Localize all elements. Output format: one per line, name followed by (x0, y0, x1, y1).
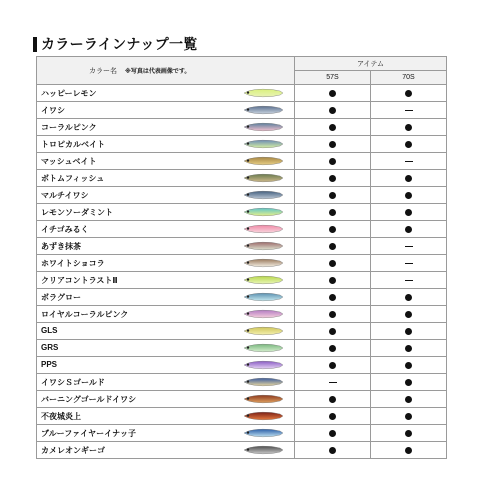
available-dot-icon (329, 192, 336, 199)
lure-image (242, 360, 284, 370)
color-name: イワシ (41, 106, 65, 115)
available-dot-icon (405, 124, 412, 131)
availability-70s (371, 170, 447, 187)
unavailable-dash-icon (405, 110, 413, 111)
available-dot-icon (329, 124, 336, 131)
color-name: バーニングゴールドイワシ (41, 395, 137, 404)
available-dot-icon (405, 430, 412, 437)
color-name: ホワイトショコラ (41, 259, 105, 268)
table-row (37, 153, 447, 170)
lure-image (242, 139, 284, 149)
item-header: アイテム (295, 57, 447, 71)
color-name: あずき抹茶 (41, 242, 81, 251)
available-dot-icon (329, 141, 336, 148)
available-dot-icon (329, 158, 336, 165)
lure-image (242, 326, 284, 336)
color-name: PPS (41, 360, 58, 369)
color-name: マルチイワシ (41, 191, 89, 200)
availability-57s (295, 425, 371, 442)
available-dot-icon (329, 294, 336, 301)
availability-57s (295, 408, 371, 425)
lure-image (242, 445, 284, 455)
table-row (37, 255, 447, 272)
availability-70s (371, 272, 447, 289)
available-dot-icon (405, 379, 412, 386)
color-name-cell (37, 102, 295, 119)
table-row (37, 289, 447, 306)
availability-70s (371, 408, 447, 425)
color-name-cell (37, 187, 295, 204)
color-name-cell (37, 221, 295, 238)
lure-image (242, 292, 284, 302)
lure-image (242, 105, 284, 115)
available-dot-icon (329, 175, 336, 182)
available-dot-icon (405, 311, 412, 318)
table-row (37, 408, 447, 425)
color-name-header (37, 57, 295, 85)
table-row (37, 442, 447, 459)
availability-70s (371, 374, 447, 391)
availability-70s (371, 102, 447, 119)
availability-70s (371, 153, 447, 170)
lure-image (242, 156, 284, 166)
color-name: カメレオンギーゴ (41, 446, 105, 455)
color-name-cell (37, 306, 295, 323)
table-row (37, 119, 447, 136)
availability-57s (295, 85, 371, 102)
availability-57s (295, 136, 371, 153)
available-dot-icon (329, 260, 336, 267)
available-dot-icon (405, 328, 412, 335)
available-dot-icon (329, 243, 336, 250)
available-dot-icon (329, 90, 336, 97)
available-dot-icon (405, 362, 412, 369)
color-name: ハッピーレモン (41, 89, 97, 98)
availability-70s (371, 136, 447, 153)
lure-image (242, 122, 284, 132)
lure-image (242, 190, 284, 200)
available-dot-icon (405, 175, 412, 182)
color-name-cell (37, 85, 295, 102)
lure-image (242, 343, 284, 353)
photo-note: ※写真は代表画像です。 (125, 68, 191, 75)
color-name: ロイヤルコーラルピンク (41, 310, 129, 319)
available-dot-icon (329, 413, 336, 420)
availability-57s (295, 187, 371, 204)
available-dot-icon (329, 209, 336, 216)
available-dot-icon (329, 345, 336, 352)
table-row (37, 306, 447, 323)
availability-57s (295, 357, 371, 374)
availability-57s (295, 374, 371, 391)
table-row (37, 136, 447, 153)
color-name-cell (37, 340, 295, 357)
available-dot-icon (329, 226, 336, 233)
title-text: カラーラインナップ一覧 (41, 36, 198, 52)
available-dot-icon (329, 430, 336, 437)
table-row (37, 391, 447, 408)
color-name-cell (37, 170, 295, 187)
table-row (37, 238, 447, 255)
lure-image (242, 258, 284, 268)
table-row (37, 187, 447, 204)
table-row (37, 85, 447, 102)
color-name: イチゴみるく (41, 225, 89, 234)
color-name-cell (37, 272, 295, 289)
available-dot-icon (405, 396, 412, 403)
color-name-cell (37, 136, 295, 153)
available-dot-icon (405, 226, 412, 233)
table-row (37, 425, 447, 442)
available-dot-icon (329, 396, 336, 403)
available-dot-icon (329, 107, 336, 114)
color-name: イワシＳゴールド (41, 378, 105, 387)
available-dot-icon (405, 345, 412, 352)
availability-70s (371, 119, 447, 136)
availability-57s (295, 323, 371, 340)
available-dot-icon (329, 362, 336, 369)
color-name-cell (37, 204, 295, 221)
available-dot-icon (405, 413, 412, 420)
lure-image (242, 309, 284, 319)
availability-57s (295, 153, 371, 170)
available-dot-icon (405, 294, 412, 301)
table-row (37, 204, 447, 221)
color-name-cell (37, 323, 295, 340)
model-57s-header: 57S (295, 71, 371, 85)
availability-70s (371, 289, 447, 306)
availability-57s (295, 238, 371, 255)
color-name: レモンソーダミント (41, 208, 113, 217)
table-row (37, 357, 447, 374)
color-name-cell (37, 442, 295, 459)
availability-57s (295, 289, 371, 306)
availability-70s (371, 255, 447, 272)
color-name: ボラグロー (41, 293, 81, 302)
availability-57s (295, 170, 371, 187)
color-name: GRS (41, 343, 59, 352)
color-name-cell (37, 374, 295, 391)
unavailable-dash-icon (405, 280, 413, 281)
unavailable-dash-icon (405, 246, 413, 247)
table-row (37, 340, 447, 357)
title-accent-bar (33, 37, 37, 52)
lure-image (242, 88, 284, 98)
unavailable-dash-icon (405, 263, 413, 264)
availability-57s (295, 442, 371, 459)
color-name: トロピカルベイト (41, 140, 105, 149)
available-dot-icon (405, 90, 412, 97)
available-dot-icon (329, 311, 336, 318)
availability-70s (371, 238, 447, 255)
color-name-cell (37, 255, 295, 272)
color-name-cell (37, 425, 295, 442)
availability-57s (295, 221, 371, 238)
page-title (33, 36, 198, 52)
lure-image (242, 173, 284, 183)
availability-70s (371, 306, 447, 323)
availability-70s (371, 323, 447, 340)
color-name-cell (37, 153, 295, 170)
available-dot-icon (405, 192, 412, 199)
lure-image (242, 428, 284, 438)
color-name-cell (37, 391, 295, 408)
color-name-cell (37, 289, 295, 306)
availability-57s (295, 102, 371, 119)
color-name-cell (37, 238, 295, 255)
available-dot-icon (405, 209, 412, 216)
unavailable-dash-icon (329, 382, 337, 383)
color-name-cell (37, 119, 295, 136)
available-dot-icon (405, 447, 412, 454)
model-70s-header: 70S (371, 71, 447, 85)
lure-image (242, 241, 284, 251)
lure-image (242, 275, 284, 285)
lure-image (242, 207, 284, 217)
availability-57s (295, 391, 371, 408)
availability-70s (371, 357, 447, 374)
color-name: ボトムフィッシュ (41, 174, 105, 183)
availability-70s (371, 391, 447, 408)
availability-70s (371, 425, 447, 442)
availability-57s (295, 255, 371, 272)
color-name: 不夜城炎上 (41, 412, 81, 421)
color-name: マッシュベイト (41, 157, 97, 166)
availability-70s (371, 85, 447, 102)
color-name: コーラルピンク (41, 123, 97, 132)
unavailable-dash-icon (405, 161, 413, 162)
availability-57s (295, 119, 371, 136)
table-row (37, 374, 447, 391)
availability-57s (295, 306, 371, 323)
color-name-cell (37, 357, 295, 374)
available-dot-icon (329, 447, 336, 454)
lure-image (242, 377, 284, 387)
availability-70s (371, 187, 447, 204)
color-name: GLS (41, 326, 58, 335)
lure-image (242, 224, 284, 234)
availability-57s (295, 340, 371, 357)
available-dot-icon (329, 277, 336, 284)
availability-57s (295, 272, 371, 289)
table-row (37, 272, 447, 289)
table-row (37, 323, 447, 340)
lure-image (242, 394, 284, 404)
availability-70s (371, 221, 447, 238)
table-row (37, 221, 447, 238)
color-name-label: カラー名 (89, 67, 117, 75)
availability-70s (371, 204, 447, 221)
lure-image (242, 411, 284, 421)
table-row (37, 102, 447, 119)
available-dot-icon (405, 141, 412, 148)
color-lineup-table (36, 56, 447, 459)
table-row (37, 170, 447, 187)
availability-57s (295, 204, 371, 221)
availability-70s (371, 442, 447, 459)
color-name: クリアコントラストⅡ (41, 276, 118, 285)
availability-70s (371, 340, 447, 357)
color-name: ブルーファイヤーイナッ子 (41, 429, 136, 438)
color-name-cell (37, 408, 295, 425)
available-dot-icon (329, 328, 336, 335)
